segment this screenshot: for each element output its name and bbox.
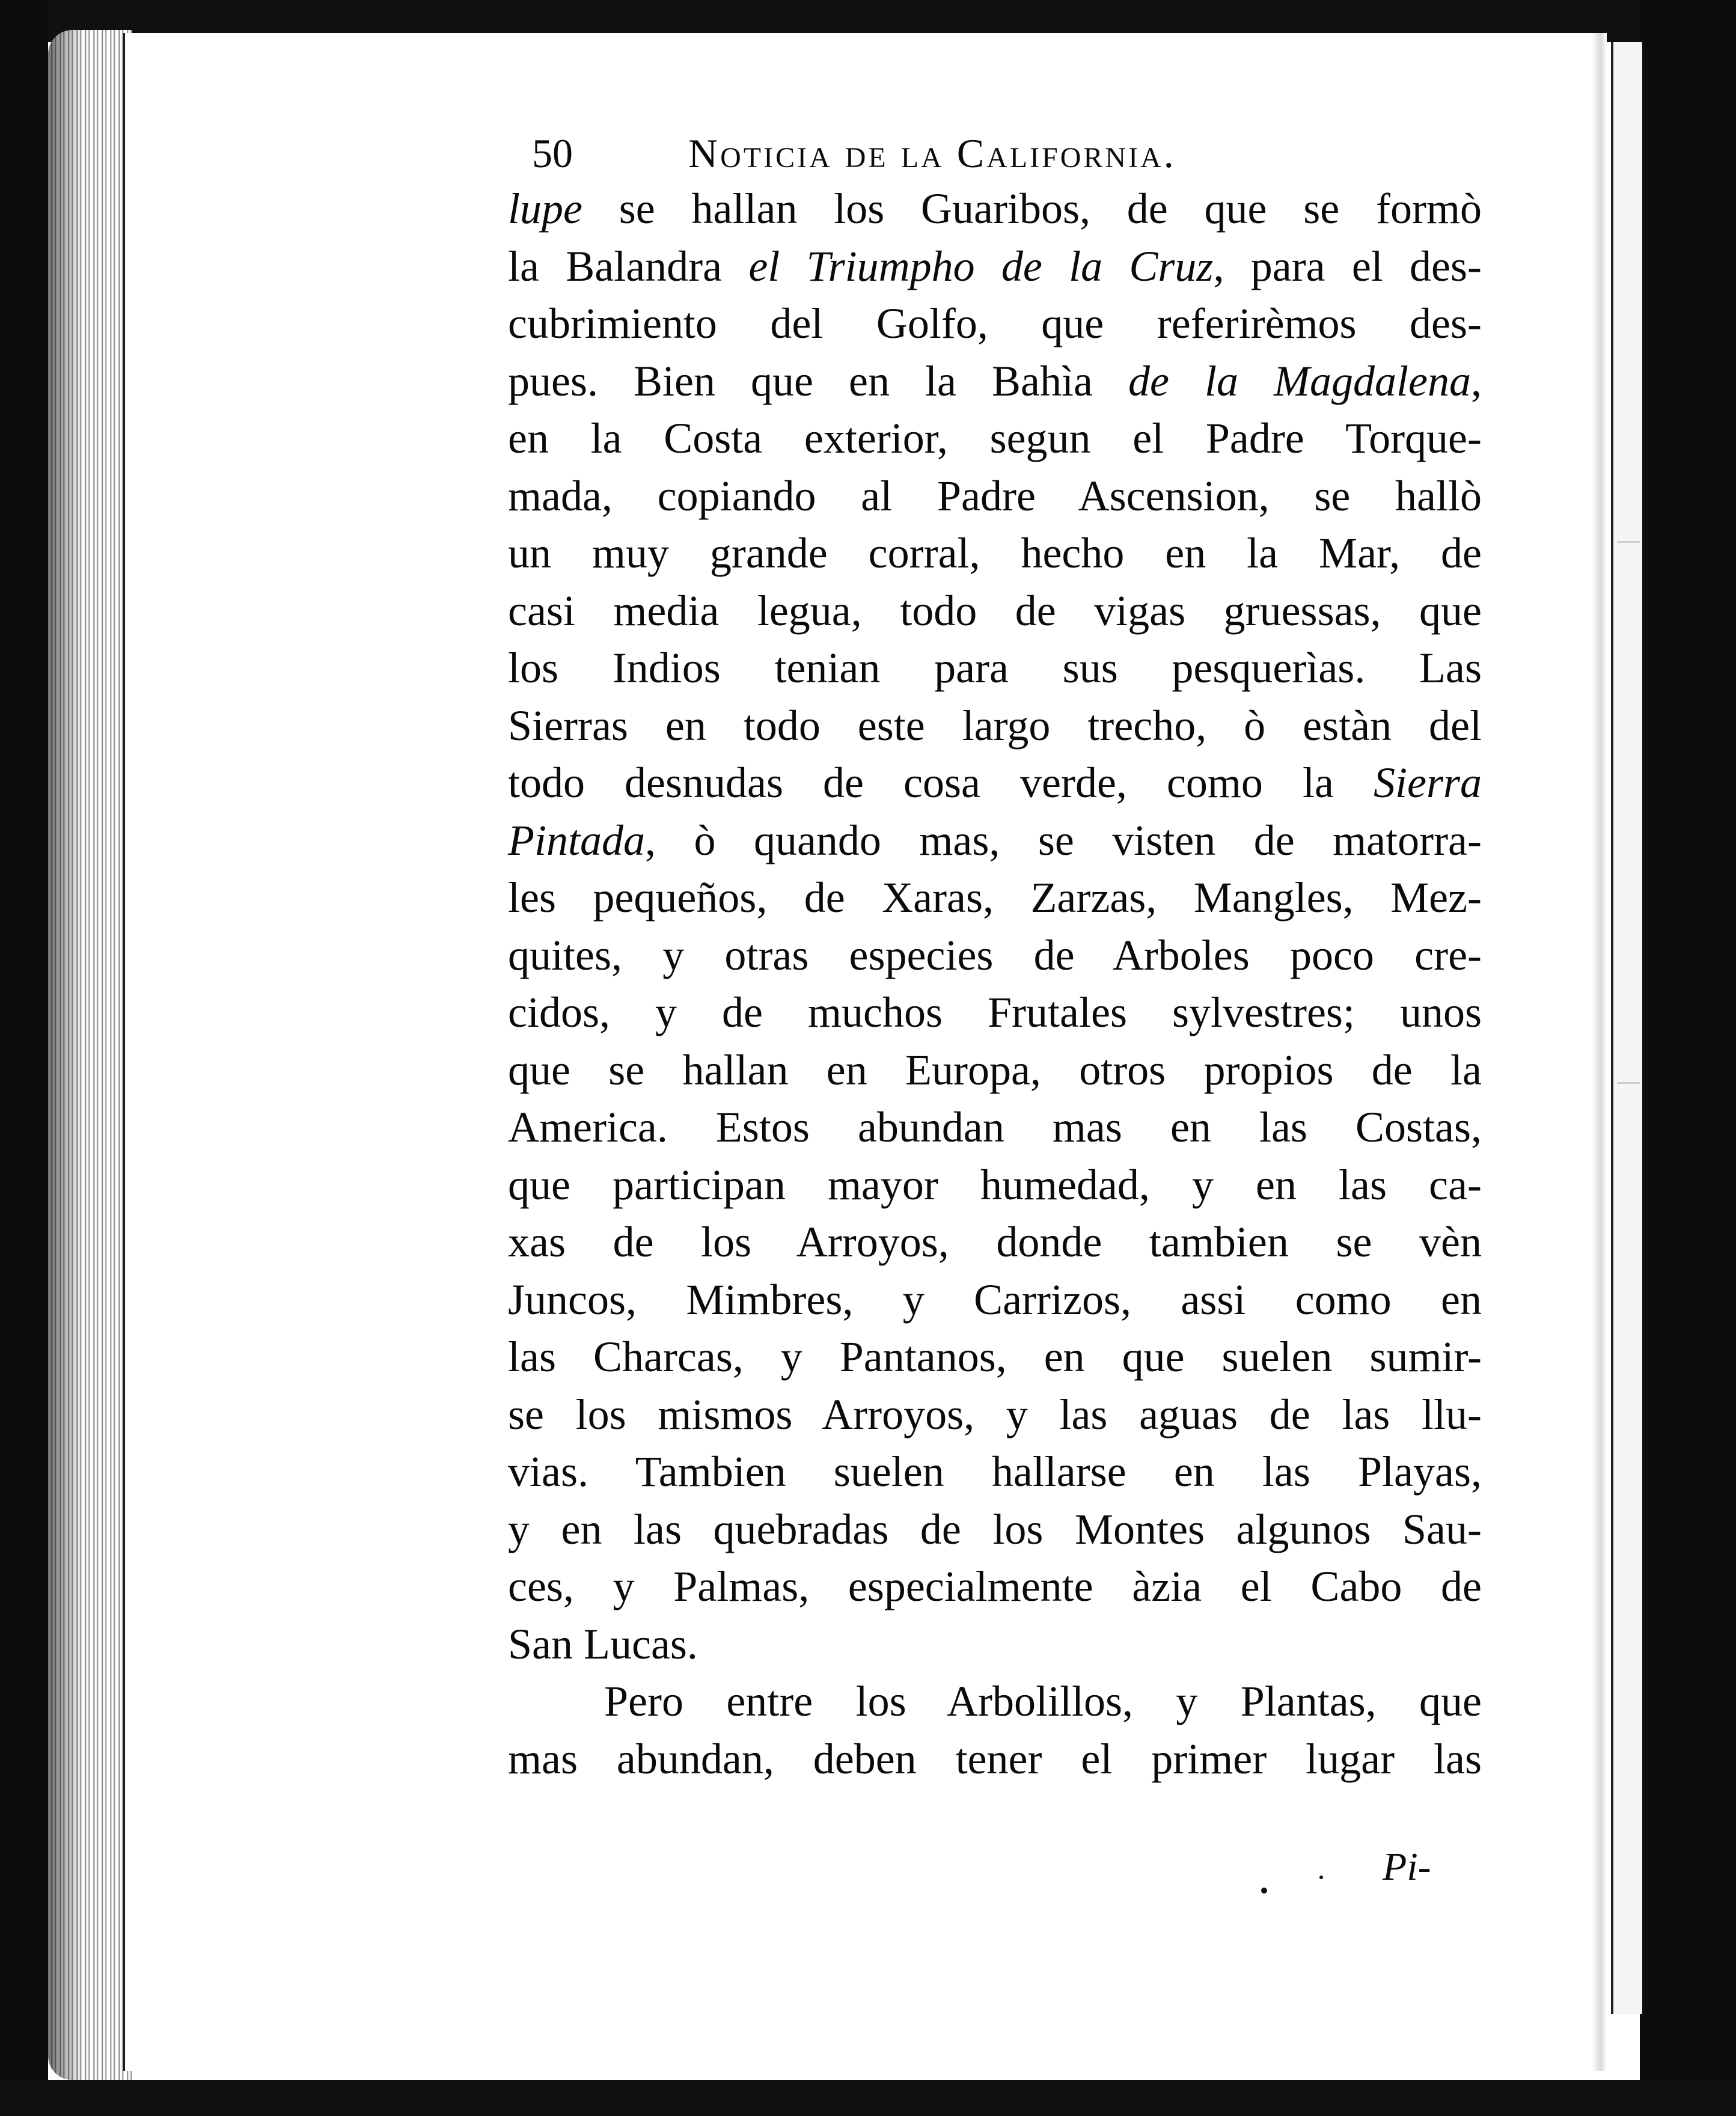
text-line [508,697,1482,755]
text-line [508,927,1482,985]
text-line [508,1214,1482,1271]
italic-phrase: Pintada [508,816,645,864]
italic-phrase: el Triumpho de la Cruz [748,242,1214,290]
page-header [532,126,1289,180]
text-line [508,1731,1482,1788]
text-line [508,1558,1482,1616]
line-text: las Charcas, y Pantanos, en que suelen sumir- [508,1333,1482,1381]
text-line [508,1386,1482,1444]
text-line [508,754,1482,812]
text-line [508,468,1482,525]
text-line [508,1042,1482,1099]
text-line [508,812,1482,870]
next-page-rule [1617,1082,1640,1084]
line-text: Sierras en todo este largo trecho, ò estàn del [508,701,1482,750]
text-line [508,1616,1482,1674]
line-text: en la Costa exterior, segun el Padre Torque- [508,414,1482,462]
text-line [508,1157,1482,1214]
text-line [508,1501,1482,1559]
line-text: San Lucas. [508,1619,698,1668]
line-text: ces, y Palmas, especialmente àzia el Cabo de [508,1562,1482,1610]
running-head: Noticia de la California. [688,130,1176,176]
line-text: mas abundan, deben tener el primer lugar las [508,1734,1482,1783]
line-text: cubrimiento del Golfo, que referirèmos des- [508,299,1482,347]
line-text: todo desnudas de cosa verde, como la [508,759,1374,807]
text-line [508,353,1482,411]
italic-phrase: Sierra [1374,759,1482,807]
line-text: cidos, y de muchos Frutales sylvestres; unos [508,988,1482,1036]
catchword: Pi- [1383,1845,1431,1889]
text-line [508,583,1482,640]
line-text: les pequeños, de Xaras, Zarzas, Mangles, Mez- [508,873,1482,922]
line-text: casi media legua, todo de vigas gruessas, que [508,586,1482,635]
text-line [508,984,1482,1042]
line-text: mada, copiando al Padre Ascension, se hallò [508,471,1482,520]
text-line [508,410,1482,468]
text-line [508,238,1482,296]
line-text: los Indios tenian para sus pesquerìas. Las [508,644,1482,692]
line-text: se los mismos Arroyos, y las aguas de las llu- [508,1390,1482,1439]
line-text: se hallan los Guaribos, de que se formò [582,185,1482,233]
ink-speck [1261,1888,1267,1894]
text-line [508,525,1482,583]
scan-border-left [0,0,48,2116]
line-text: quites, y otras especies de Arboles poco cre- [508,931,1482,979]
text-line [508,640,1482,697]
page-fold-shadow [1592,33,1607,2071]
page-number: 50 [532,130,573,176]
italic-phrase: de la Magdalena [1128,356,1471,405]
text-line [508,1443,1482,1501]
body-text [508,180,1482,1788]
text-line [508,1271,1482,1329]
text-line [508,1673,1482,1731]
next-page-rule [1617,541,1640,543]
line-text: , ò quando mas, se visten de matorra- [645,816,1482,864]
ink-speck [1319,1876,1323,1879]
italic-phrase: lupe [508,185,582,233]
scan-border-right [1640,0,1736,2116]
line-text: pues. Bien que en la Bahìa [508,356,1129,405]
line-text: , para el des- [1213,242,1482,290]
text-line [508,869,1482,927]
line-text: vias. Tambien suelen hallarse en las Playas, [508,1448,1482,1496]
text-line [508,1099,1482,1157]
scan-border-bottom [0,2080,1736,2116]
line-text: , [1471,356,1482,405]
line-text: Juncos, Mimbres, y Carrizos, assi como en [508,1275,1482,1324]
line-text: un muy grande corral, hecho en la Mar, de [508,529,1482,577]
line-text: y en las quebradas de los Montes algunos Sau- [508,1505,1482,1553]
line-text: la Balandra [508,242,749,290]
line-text: que se hallan en Europa, otros propios de la [508,1045,1482,1094]
book-page-edges [48,30,132,2080]
text-line [508,1329,1482,1386]
line-text: America. Estos abundan mas en las Costas, [508,1103,1482,1151]
line-text: xas de los Arroyos, donde tambien se vèn [508,1218,1482,1266]
next-page-sliver [1611,42,1642,2014]
text-line [508,295,1482,353]
line-text: Pero entre los Arbolillos, y Plantas, que [604,1677,1482,1725]
line-text: que participan mayor humedad, y en las ca- [508,1160,1482,1209]
text-line [508,180,1482,238]
